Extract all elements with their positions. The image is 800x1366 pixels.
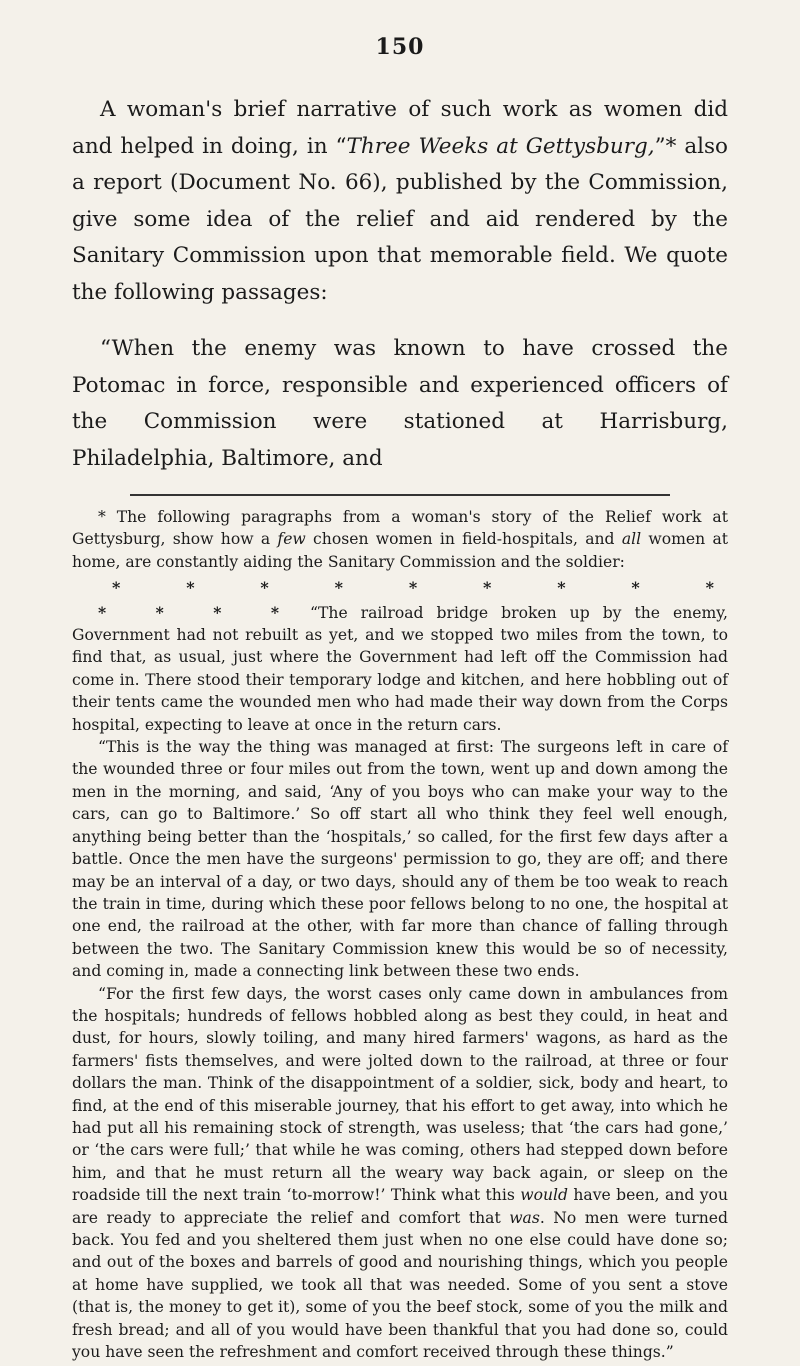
asterism-row — [72, 573, 728, 601]
footnote-quote-3: “For the first few days, the worst cases only came down in ambulances from the hospitals; hundreds of fellows hobbled along as best they could, in heat and dust, for hours, slowly toiling, and many hired farmers' wagons, as hard as the farmers' fists themselves, and were jolted down to the railroad, at three or four dollars the man. Think of the disappointment of a soldier, sick, body and heart, to find, at the end of this miserable journey, that his effort to get away, into which he had put all his remaining stock of strength, was useless; that ‘the cars had gone,’ or ‘the cars were full;’ that while he was coming, others had stepped down before him, and that he must return all the weary way back again, or sleep on the roadside till the next train ‘to-morrow!’ Think what this would have been, and you are ready to appreciate the relief and comfort that was. No men were turned back. You fed and you sheltered them just when no one else could have done so; and out of the boxes and barrels of good and nourishing things, which you people at home have supplied, we took all that was needed. Some of you sent a stove (that is, the money to get it), some of you the beef stock, some of you the milk and fresh bread; and all of you would have been thankful that you had done so, could you have seen the refreshment and comfort received through these things.” — [72, 984, 729, 1362]
asterism-inline: * * * * — [98, 602, 298, 622]
page-number: 150 — [375, 34, 425, 60]
footnote — [72, 506, 728, 1363]
asterisk: * — [408, 578, 418, 598]
main-text — [72, 92, 728, 477]
footnote-quote-2: “This is the way the thing was managed at first: The surgeons left in care of the wounded three or four miles out from the town, went up and down among the men in the morning, and said, ‘Any of you boys who can make your way to the cars, can go to Baltimore.’ So off start all who think they feel well enough, anything being better than the ‘hospitals,’ so called, for the first few days after a battle. Once the men have the surgeons' permission to go, they are off; and there may be an interval of a day, or two days, should any of them be too weak to reach the train in time, during which these poor fellows belong to no one, the hospital at one end, the railroad at the other, with far more than chance of falling through between the two. The Sanitary Commission knew this would be so of necessity, and coming in, made a connecting link between these two ends. — [72, 738, 728, 981]
paragraph-quote: “When the enemy was known to have crossed the Potomac in force, responsible and experienced officers of the Commission were stationed at Harrisburg, Philadelphia, Baltimore, and — [72, 336, 728, 471]
asterisk: * — [334, 578, 343, 598]
book-title: Three Weeks at Gettysburg, — [346, 133, 655, 159]
footnote-quote-1: * * * * “The railroad bridge broken up by the enemy, Government had not rebuilt as yet, and we stopped two miles from the town, to find that, as usual, just where the Government had left off the Commission had come in. There stood their temporary lodge and kitchen, and here hobbling out of their tents came the wounded men who had made their way down from the Corps hospital, expecting to leave at once in the return cars. — [72, 602, 728, 734]
footnote-intro: * The following paragraphs from a woman's story of the Relief work at Gettysburg, show how a few chosen women in field-hospitals, and all women at home, are constantly aiding the Sanitary Commission and the soldier: — [72, 508, 729, 571]
asterisk: * — [557, 578, 566, 598]
asterisk: * — [186, 578, 195, 598]
asterisk: * — [631, 578, 640, 598]
paragraph-intro: A woman's brief narrative of such work as women did and helped in doing, in “Three Weeks at Gettysburg,”* also a report (Document No. 66), published by the Commission, give some idea of the relief and aid rendered by the Sanitary Commission upon that memorable field. We quote the following passages: — [72, 97, 728, 305]
asterisk: * — [483, 578, 492, 598]
footnote-divider — [130, 494, 670, 496]
asterisk: * — [112, 578, 121, 598]
asterisk: * — [260, 578, 269, 598]
asterisk: * — [705, 578, 714, 598]
